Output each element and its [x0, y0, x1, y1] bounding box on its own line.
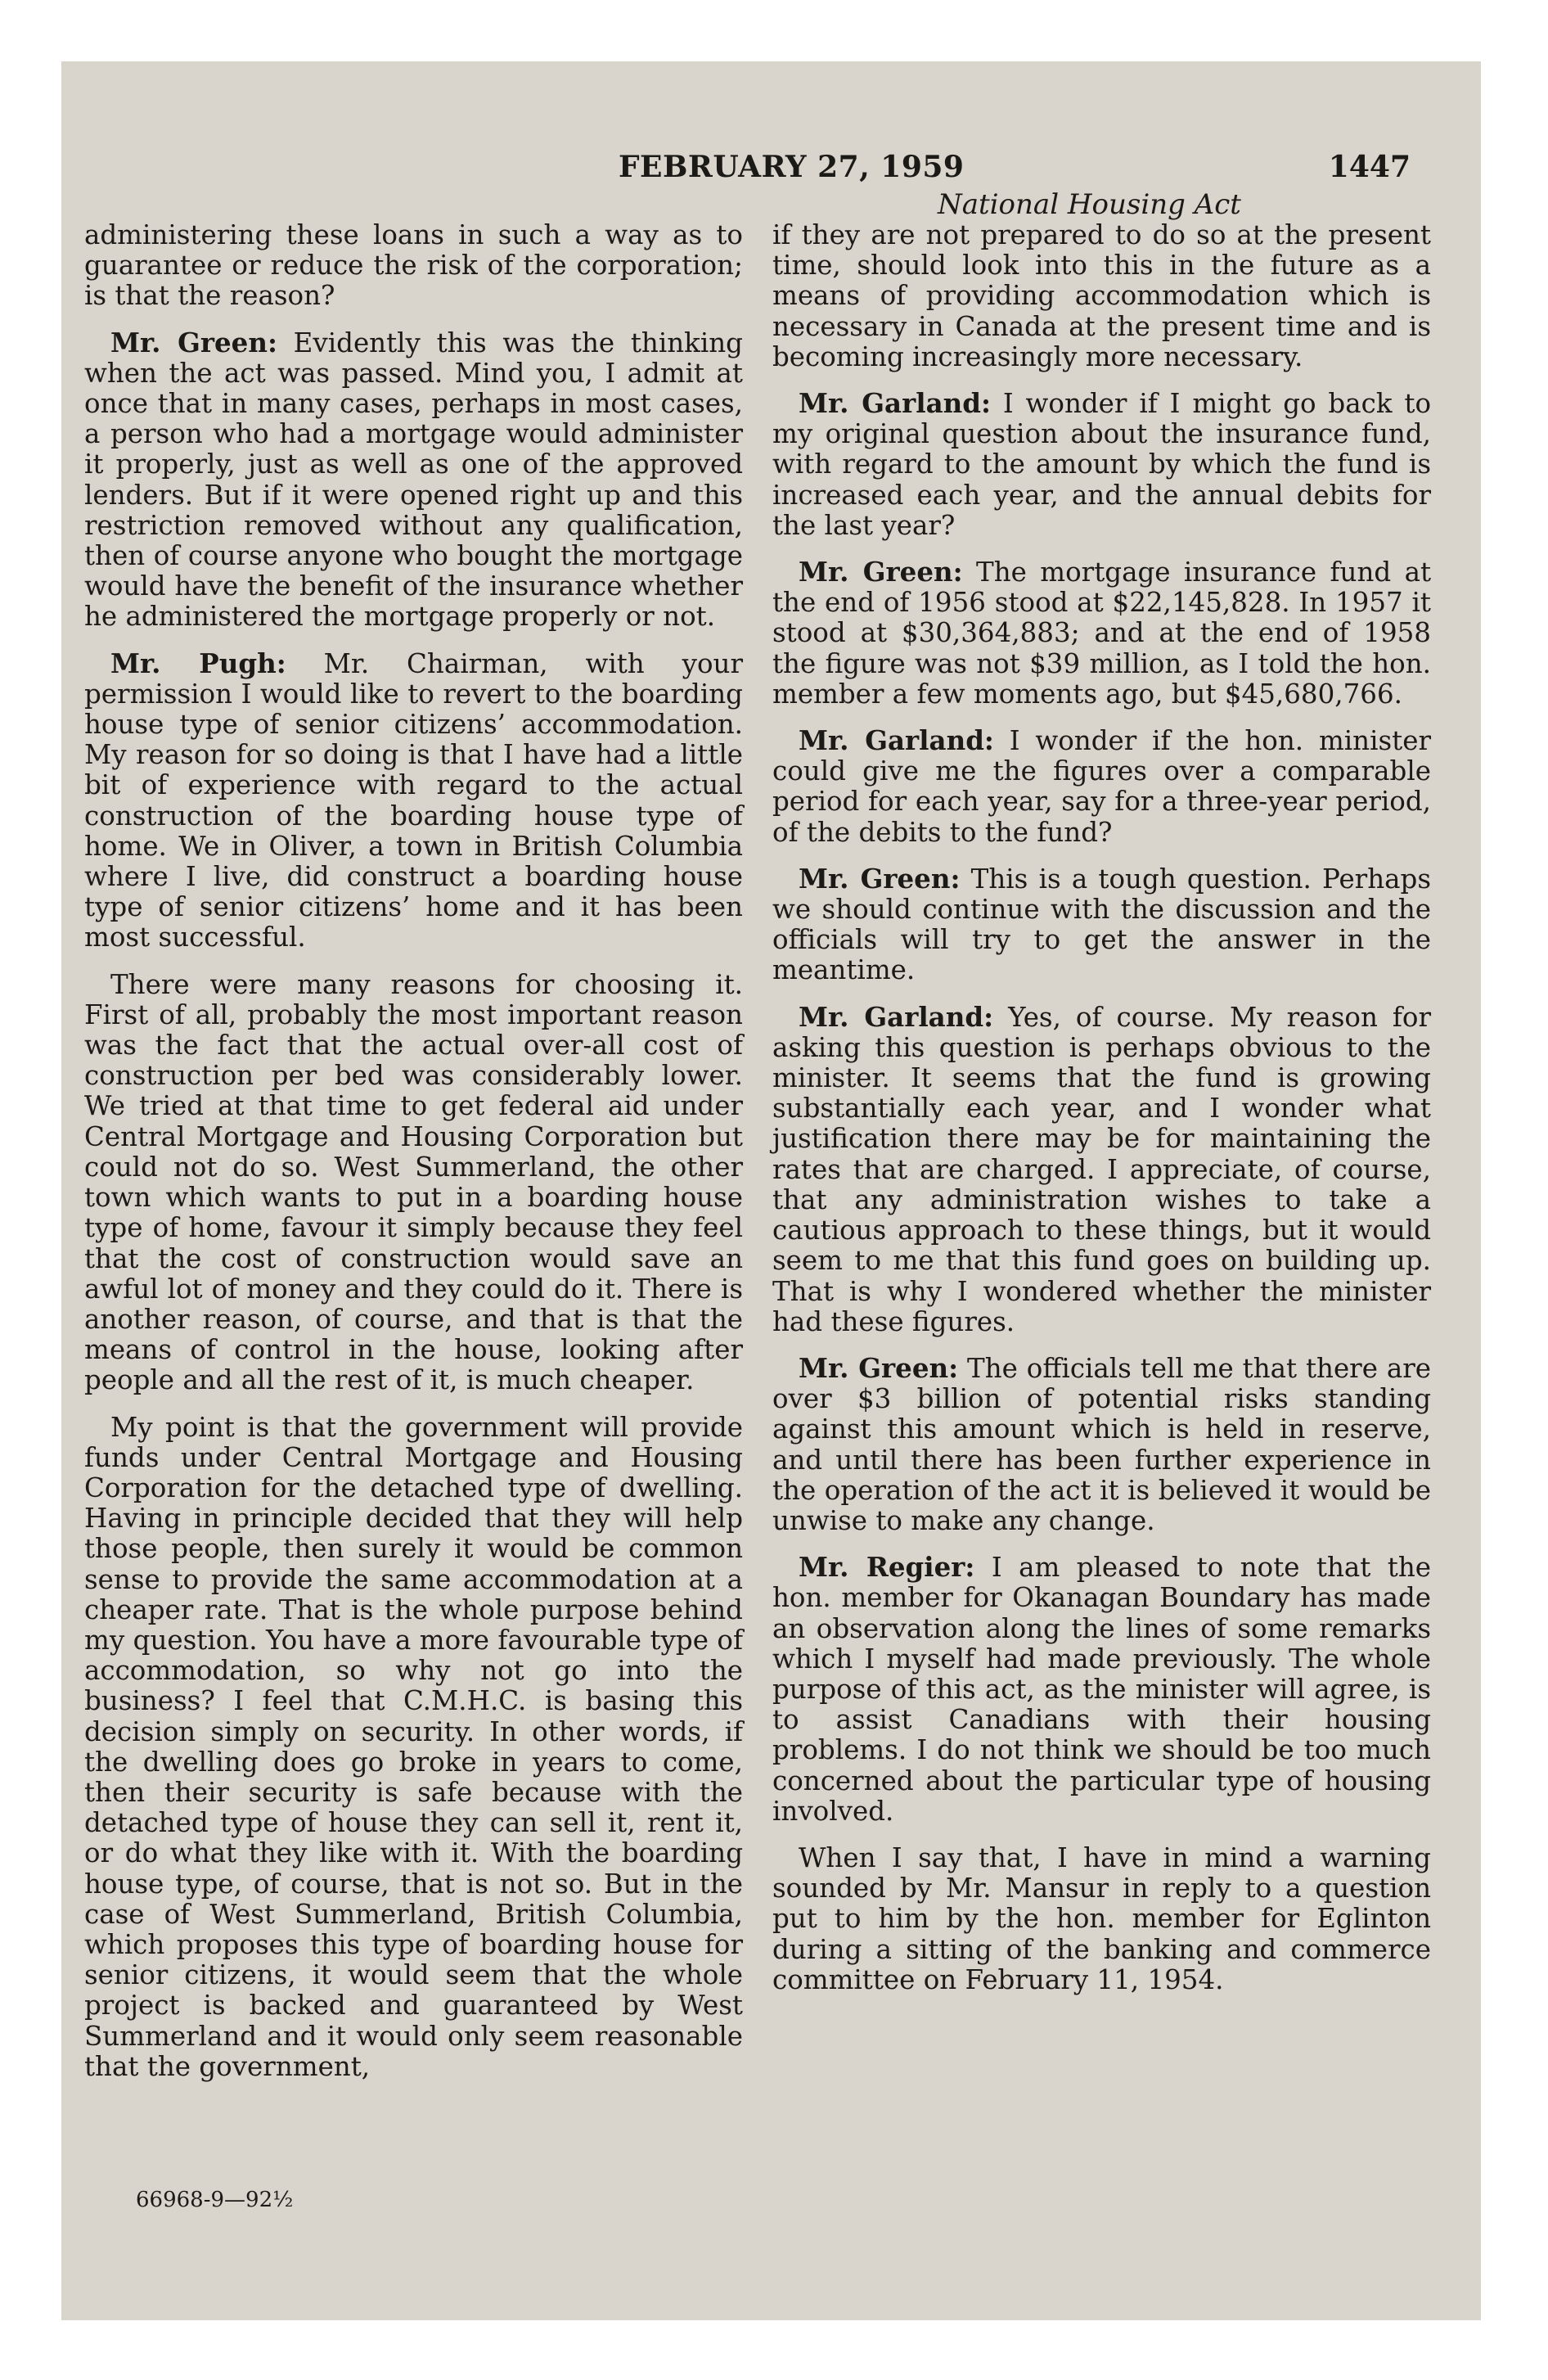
- speaker-name: Mr. Green:: [110, 326, 277, 358]
- paragraph-text: Mr. Chairman, with your permission I would like to revert to the boarding house type of senior citizens’ accommodation. My reason for so doing is that I have had a little bit of experience with regard to the actual construction of the boarding house type of home. We in Oliver, a town in British Columbia where I live, did construct a boarding house type of senior citizens’ home and it has been most successful.: [84, 647, 743, 953]
- paragraph: [772, 557, 1431, 710]
- paragraph: [84, 219, 743, 312]
- paragraph: [772, 725, 1431, 848]
- speaker-name: Mr. Garland:: [799, 724, 994, 757]
- paragraph-text: There were many reasons for choosing it. First of all, probably the most important reason was the fact that the actual over-all cost of construction per bed was considerably lower. We tried at that time to get federal aid under Central Mortgage and Housing Corporation but could not do so. West Summerland, the other town which wants to put in a boarding house type of home, favour it simply because they feel that the cost of construction would save an awful lot of money and they could do it. There is another reason, of course, and that is that the means of control in the house, looking after people and all the rest of it, is much cheaper.: [84, 968, 743, 1396]
- speaker-name: Mr. Pugh:: [110, 647, 286, 679]
- paragraph: [772, 388, 1431, 541]
- paragraph: [772, 1842, 1431, 1995]
- paragraph-text: I wonder if I might go back to my original question about the insurance fund, with regard to the amount by which the fund is increased each year, and the annual debits for the last year?: [772, 388, 1432, 541]
- paragraph: [84, 1412, 743, 2082]
- paragraph-text: I am pleased to note that the hon. member for Okanagan Boundary has made an observation along the lines of some remarks which I myself had made previously. The whole purpose of this act, as the minister will agree, is to assist Canadians with their housing problems. I do not think we should be too much concerned about the particular type of housing involved.: [772, 1552, 1431, 1827]
- speaker-name: Mr. Garland:: [799, 387, 991, 420]
- paragraph-text: administering these loans in such a way as to guarantee or reduce the risk of the corporation; is that the reason?: [84, 219, 743, 312]
- paragraph-text: Evidently this was the thinking when the act was passed. Mind you, I admit at once that in many cases, perhaps in most cases, a person who had a mortgage would administer it properly, just as well as one of the approved lenders. But if it were opened right up and this restriction removed without any qualification, then of course anyone who bought the mortgage would have the benefit of the insurance whether he administered the mortgage properly or not.: [84, 327, 743, 633]
- paragraph: [772, 1552, 1431, 1827]
- page-number: 1447: [1328, 150, 1411, 184]
- footer-print-code: 66968-9—92½: [136, 2188, 294, 2212]
- paragraph-text: The officials tell me that there are over $3 billion of potential risks standing against this amount which is held in reserve, and until there has been further experience in the operation of the act it is believed it would be unwise to make any change.: [772, 1352, 1431, 1536]
- paragraph: [84, 327, 743, 633]
- right-column: [772, 219, 1431, 2011]
- paragraph: [84, 969, 743, 1396]
- paragraph: [772, 863, 1431, 986]
- speaker-name: Mr. Green:: [799, 1351, 959, 1384]
- speaker-name: Mr. Regier:: [799, 1551, 975, 1584]
- paragraph: [772, 219, 1431, 372]
- paragraph-text: My point is that the government will provide funds under Central Mortgage and Housing Corporation for the detached type of dwelling. Having in principle decided that they will help those people, then surely it would be common sense to provide the same accommodation at a cheaper rate. That is the whole purpose behind my question. You have a more favourable type of accommodation, so why not go into the business? I feel that C.M.H.C. is basing this decision simply on security. In other words, if the dwelling does go broke in years to come, then their security is safe because with the detached type of house they can sell it, rent it, or do what they like with it. With the boarding house type, of course, that is not so. But in the case of West Summerland, British Columbia, which proposes this type of boarding house for senior citizens, it would seem that the whole project is backed and guaranteed by West Summerland and it would only seem reasonable that the government,: [84, 1411, 743, 2082]
- paragraph: [772, 1002, 1431, 1337]
- page-date-header: FEBRUARY 27, 1959: [619, 150, 965, 184]
- paragraph: [84, 648, 743, 953]
- paragraph-text: Yes, of course. My reason for asking this question is perhaps obvious to the minister. It seems that the fund is growing substantially each year, and I wonder what justification there may be for maintaining the rates that are charged. I appreciate, of course, that any administration wishes to take a cautious approach to these things, but it would seem to me that this fund goes on building up. That is why I wondered whether the minister had these figures.: [772, 1001, 1432, 1337]
- paragraph: [772, 1353, 1431, 1536]
- left-column: [84, 219, 743, 2098]
- paragraph-text: When I say that, I have in mind a warning sounded by Mr. Mansur in reply to a question put to him by the hon. member for Eglinton during a sitting of the banking and commerce committee on February 11, 1954.: [772, 1841, 1431, 1995]
- speaker-name: Mr. Green:: [799, 862, 961, 895]
- speaker-name: Mr. Green:: [799, 556, 963, 588]
- running-head: National Housing Act: [938, 188, 1241, 221]
- paragraph-text: I wonder if the hon. minister could give me the figures over a comparable period for each year, say for a three-year period, of the debits to the fund?: [772, 725, 1431, 848]
- paragraph-text: The mortgage insurance fund at the end of 1956 stood at $22,145,828. In 1957 it stood at $30,364,883; and at the end of 1958 the figure was not $39 million, as I told the hon. member a few moments ago, but $45,680,766.: [772, 557, 1432, 710]
- speaker-name: Mr. Garland:: [799, 1000, 994, 1033]
- paragraph-text: if they are not prepared to do so at the present time, should look into this in the future as a means of providing accommodation which is necessary in Canada at the present time and is becoming increasingly more necessary.: [772, 219, 1431, 372]
- paragraph-text: This is a tough question. Perhaps we should continue with the discussion and the officials will try to get the answer in the meantime.: [772, 863, 1432, 986]
